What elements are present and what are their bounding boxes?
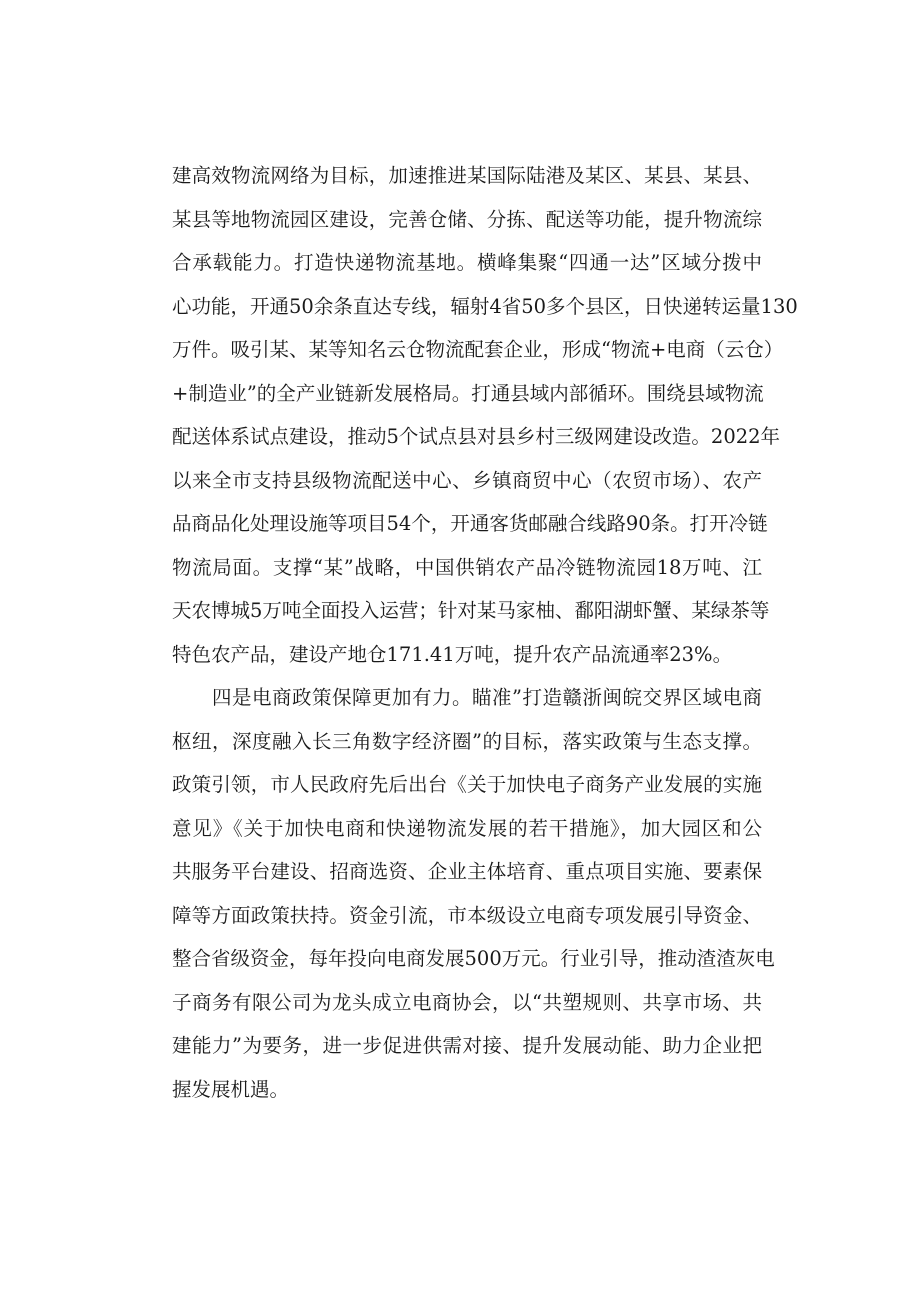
- paragraph-line: 以来全市支持县级物流配送中心、乡镇商贸中心（农贸市场）、农产: [172, 468, 762, 492]
- paragraph-line: 共服务平台建设、招商选资、企业主体培育、重点项目实施、要素保: [172, 860, 762, 883]
- paragraph-line: 心功能，开通50余条直达专线，辐射4省50多个县区，日快递转运量130: [172, 294, 798, 318]
- paragraph-line: 枢纽，深度融入长三角数字经济圈”的目标，落实政策与生态支撑。: [172, 729, 762, 753]
- paragraph-line: 建高效物流网络为目标，加速推进某国际陆港及某区、某县、某县、: [172, 164, 762, 187]
- paragraph-line: 特色农产品，建设产地仓171.41万吨，提升农产品流通率23%。: [172, 642, 733, 666]
- paragraph-line: 政策引领，市人民政府先后出台《关于加快电子商务产业发展的实施: [172, 773, 762, 796]
- paragraph-line: 障等方面政策扶持。资金引流，市本级设立电商专项发展引导资金、: [172, 903, 762, 927]
- paragraph-line: 物流局面。支撑“某”战略，中国供销农产品冷链物流园18万吨、江: [172, 555, 762, 579]
- paragraph-line: 合承载能力。打造快递物流基地。横峰集聚“四通一达”区域分拨中: [172, 251, 762, 274]
- paragraph-line: 握发展机遇。: [172, 1077, 290, 1101]
- paragraph-line: +制造业”的全产业链新发展格局。打通县域内部循环。围绕县域物流: [172, 381, 764, 405]
- paragraph-line: 四是电商政策保障更加有力。瞄准”打造赣浙闽皖交界区域电商: [212, 686, 762, 709]
- paragraph-ecommerce-policy: [172, 676, 775, 1111]
- paragraph-line: 意见》《关于加快电商和快递物流发展的若干措施》，加大园区和公: [172, 816, 762, 840]
- paragraph-line: 整合省级资金，每年投向电商发展500万元。行业引导，推动渣渣灰电: [172, 947, 775, 970]
- paragraph-line: 建能力”为要务，进一步促进供需对接、提升发展动能、助力企业把: [172, 1034, 762, 1057]
- paragraph-logistics: [172, 154, 798, 676]
- paragraph-line: 天农博城5万吨全面投入运营；针对某马家柚、鄱阳湖虾蟹、某绿茶等: [172, 599, 770, 622]
- paragraph-line: 品商品化处理设施等项目54个，开通客货邮融合线路90条。打开冷链: [172, 512, 768, 535]
- paragraph-line: 配送体系试点建设，推动5个试点县对县乡村三级网建设改造。2022年: [172, 425, 781, 448]
- paragraph-line: 某县等地物流园区建设，完善仓储、分拣、配送等功能，提升物流综: [172, 207, 762, 231]
- document-body: [172, 154, 798, 1111]
- paragraph-line: 万件。吸引某、某等知名云仓物流配套企业，形成“物流+电商（云仓）: [172, 338, 784, 361]
- paragraph-line: 子商务有限公司为龙头成立电商协会，以“共塑规则、共享市场、共: [172, 990, 762, 1014]
